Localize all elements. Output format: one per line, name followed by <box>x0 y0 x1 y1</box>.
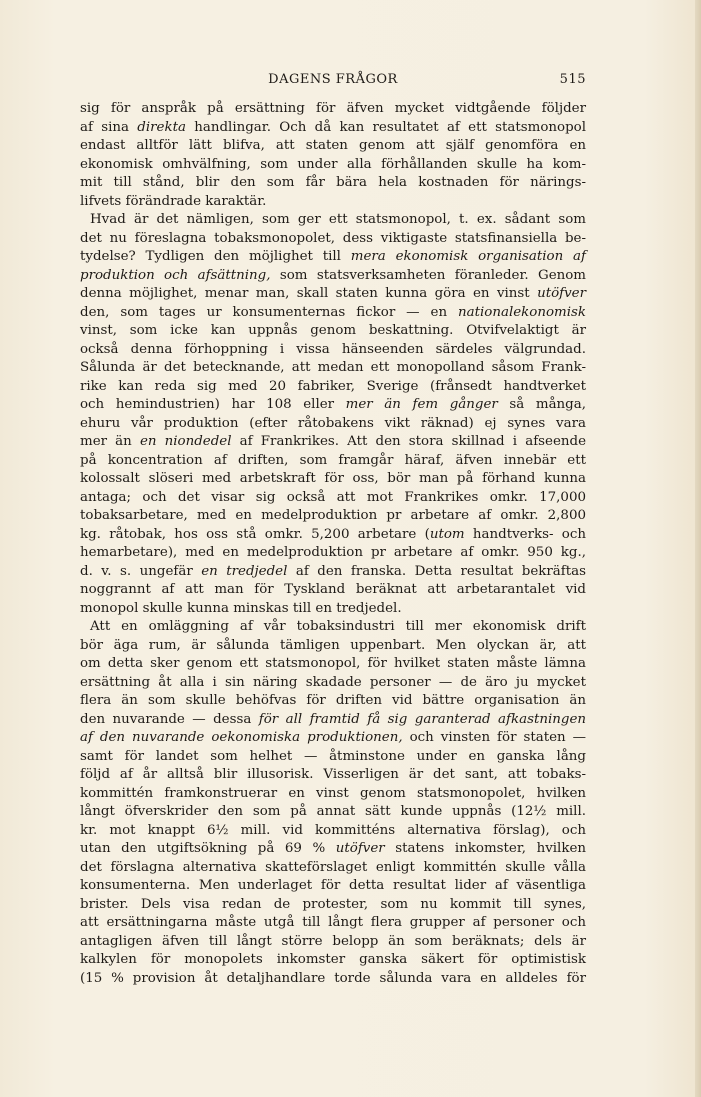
text-segment: kr. mot knappt 6½ mill. vid kommitténs alternativa förslag), och <box>80 822 586 838</box>
text-line <box>80 822 586 841</box>
text-segment: det nu föreslagna tobaksmonopolet, dess viktigaste statsfinansiella be- <box>80 230 586 246</box>
italic-text: utöfver <box>335 841 385 856</box>
text-segment: af Frankrikes. Att den stora skillnad i afseende <box>231 434 586 449</box>
italic-text: utom <box>429 526 465 542</box>
text-segment: bör äga rum, är sålunda tämligen uppenbart. Men olyckan är, att <box>80 637 586 653</box>
italic-text: utöfver <box>537 286 586 301</box>
text-segment: konsumenterna. Men underlaget för detta resultat lider af väsentliga <box>80 878 586 893</box>
text-segment: monopol skulle kunna minskas till en tredjedel. <box>80 600 402 616</box>
text-segment: vinst, som icke kan uppnås genom beskattning. Otvifvelaktigt är <box>80 323 586 338</box>
text-line <box>80 248 586 267</box>
running-title: DAGENS FRÅGOR <box>268 72 398 87</box>
text-segment: så många, <box>497 397 586 412</box>
text-line <box>80 137 586 156</box>
text-segment: den, som tages ur konsumenternas fickor — en <box>80 304 459 320</box>
page-number: 515 <box>559 72 586 87</box>
text-segment: lifvets förändrade karaktär. <box>80 193 267 209</box>
italic-text: för all framtid få sig garanterad afkastningen <box>258 711 586 727</box>
text-segment: Hvad är det nämligen, som ger ett statsmonopol, t. ex. sådant som <box>90 212 586 227</box>
text-segment: det förslagna alternativa skatteförslaget enligt kommittén skulle vålla <box>80 859 586 875</box>
text-segment: mit till stånd, blir den som får bära hela kostnaden för närings- <box>80 175 586 190</box>
text-segment: också denna förhoppning i vissa hänseenden särdeles välgrundad. <box>80 341 586 357</box>
text-line <box>80 655 586 674</box>
text-line <box>80 748 586 767</box>
text-line <box>80 933 586 952</box>
text-line <box>80 970 586 989</box>
italic-text: produktion och afsättning, <box>80 267 271 283</box>
text-line <box>80 267 586 286</box>
text-line <box>80 100 586 119</box>
text-line <box>80 433 586 452</box>
text-line <box>80 193 586 212</box>
text-segment: kalkylen för monopolets inkomster ganska säkert för optimistisk <box>80 952 586 967</box>
text-segment: denna möjlighet, menar man, skall staten kunna göra en vinst <box>80 286 538 301</box>
text-segment: samt för landet som helhet — åtminstone under en ganska lång <box>80 748 586 764</box>
text-segment: ersättning åt alla i sin näring skadade personer — de äro ju mycket <box>80 674 586 690</box>
text-line <box>80 507 586 526</box>
text-line <box>80 803 586 822</box>
text-line <box>80 470 586 489</box>
text-segment: flera än som skulle behöfvas för driften vid bättre organisation än <box>80 693 586 708</box>
text-line <box>80 951 586 970</box>
text-line <box>80 914 586 933</box>
text-segment: antaga; och det visar sig också att mot Frankrikes omkr. 17,000 <box>80 489 586 505</box>
text-line <box>80 452 586 471</box>
text-segment: noggrannt af att man för Tyskland beräknat att arbetarantalet vid <box>80 582 586 597</box>
text-line <box>80 785 586 804</box>
text-line <box>80 877 586 896</box>
text-line <box>80 489 586 508</box>
text-line <box>80 896 586 915</box>
text-line <box>80 526 586 545</box>
text-segment: mer än <box>80 434 140 449</box>
text-segment: som statsverksamheten föranleder. Genom <box>270 267 587 283</box>
text-segment: den nuvarande — dessa <box>80 711 259 727</box>
text-line <box>80 415 586 434</box>
text-line <box>80 285 586 304</box>
text-line <box>80 711 586 730</box>
page-edge-shadow <box>695 0 701 1097</box>
text-segment: (15 % provision åt detaljhandlare torde sålunda vara en alldeles för <box>80 970 586 986</box>
text-segment: om detta sker genom ett statsmonopol, för hvilket staten måste lämna <box>80 656 586 671</box>
text-line <box>80 859 586 878</box>
text-line <box>80 766 586 785</box>
text-line <box>80 341 586 360</box>
text-line <box>80 618 586 637</box>
text-line <box>80 211 586 230</box>
text-line <box>80 637 586 656</box>
text-segment: af den franska. Detta resultat bekräftas <box>287 563 586 579</box>
text-segment: antagligen äfven till långt större belopp än som beräknats; dels är <box>80 933 586 949</box>
italic-text: direkta <box>137 119 186 135</box>
text-line <box>80 600 586 619</box>
text-line <box>80 840 586 859</box>
text-segment: Sålunda är det betecknande, att medan ett monopolland såsom Frank- <box>80 360 586 375</box>
text-segment: utan den utgiftsökning på 69 % <box>80 841 336 856</box>
text-segment: och hemindustrien) har 108 eller <box>80 397 346 412</box>
text-segment: hemarbetare), med en medelproduktion pr arbetare af omkr. 950 kg., <box>80 545 586 560</box>
italic-text: en niondedel <box>139 434 232 449</box>
text-segment: handtverks- och <box>464 526 586 542</box>
text-line <box>80 396 586 415</box>
text-segment: och vinsten för staten — <box>402 730 587 745</box>
body-text <box>80 100 586 988</box>
text-segment: rike kan reda sig med 20 fabriker, Sverige (frånsedt handtverket <box>80 378 586 394</box>
text-segment: af sina <box>80 119 138 135</box>
text-line <box>80 378 586 397</box>
text-segment: handlingar. Och då kan resultatet af ett statsmonopol <box>185 119 586 135</box>
text-segment: tydelse? Tydligen den möjlighet till <box>80 249 351 264</box>
text-segment: långt öfverskrider den som på annat sätt kunde uppnås (12½ mill. <box>80 804 586 819</box>
text-line <box>80 692 586 711</box>
text-segment: statens inkomster, hvilken <box>384 841 586 856</box>
text-line <box>80 544 586 563</box>
text-segment: på koncentration af driften, som framgår häraf, äfven innebär ett <box>80 452 586 468</box>
running-header <box>80 72 586 90</box>
italic-text: nationalekonomisk <box>458 304 586 320</box>
text-line <box>80 230 586 249</box>
text-segment: brister. Dels visa redan de protester, som nu kommit till synes, <box>80 896 586 912</box>
italic-text: mera ekonomisk organisation af <box>350 249 586 264</box>
text-segment: kommittén framkonstruerar en vinst genom statsmonopolet, hvilken <box>80 785 586 801</box>
text-line <box>80 174 586 193</box>
text-segment: att ersättningarna måste utgå till långt flera grupper af personer och <box>80 915 586 930</box>
text-line <box>80 119 586 138</box>
text-segment: följd af år alltså blir illusorisk. Visserligen är det sant, att tobaks- <box>80 767 586 782</box>
text-line <box>80 322 586 341</box>
text-segment: Att en omläggning af vår tobaksindustri till mer ekonomisk drift <box>90 619 586 634</box>
italic-text: en tredjedel <box>201 563 288 579</box>
text-segment: sig för anspråk på ersättning för äfven mycket vidtgående följder <box>80 101 586 116</box>
text-segment: kg. råtobak, hos oss stå omkr. 5,200 arbetare ( <box>80 526 430 542</box>
text-line <box>80 729 586 748</box>
text-line <box>80 156 586 175</box>
italic-text: mer än fem gånger <box>345 397 498 412</box>
text-segment: d. v. s. ungefär <box>80 563 202 579</box>
text-segment: tobaksarbetare, med en medelproduktion pr arbetare af omkr. 2,800 <box>80 508 586 523</box>
text-line <box>80 304 586 323</box>
text-segment: endast alltför lätt blifva, att staten genom att själf genomföra en <box>80 138 586 153</box>
text-segment: kolossalt slöseri med arbetskraft för oss, bör man på förhand kunna <box>80 471 586 486</box>
italic-text: af den nuvarande oekonomiska produktionen, <box>80 730 403 745</box>
text-line <box>80 581 586 600</box>
text-line <box>80 563 586 582</box>
text-segment: ehuru vår produktion (efter råtobakens vikt räknad) ej synes vara <box>80 415 586 431</box>
text-line <box>80 674 586 693</box>
text-line <box>80 359 586 378</box>
text-segment: ekonomisk omhvälfning, som under alla förhållanden skulle ha kom- <box>80 156 586 172</box>
